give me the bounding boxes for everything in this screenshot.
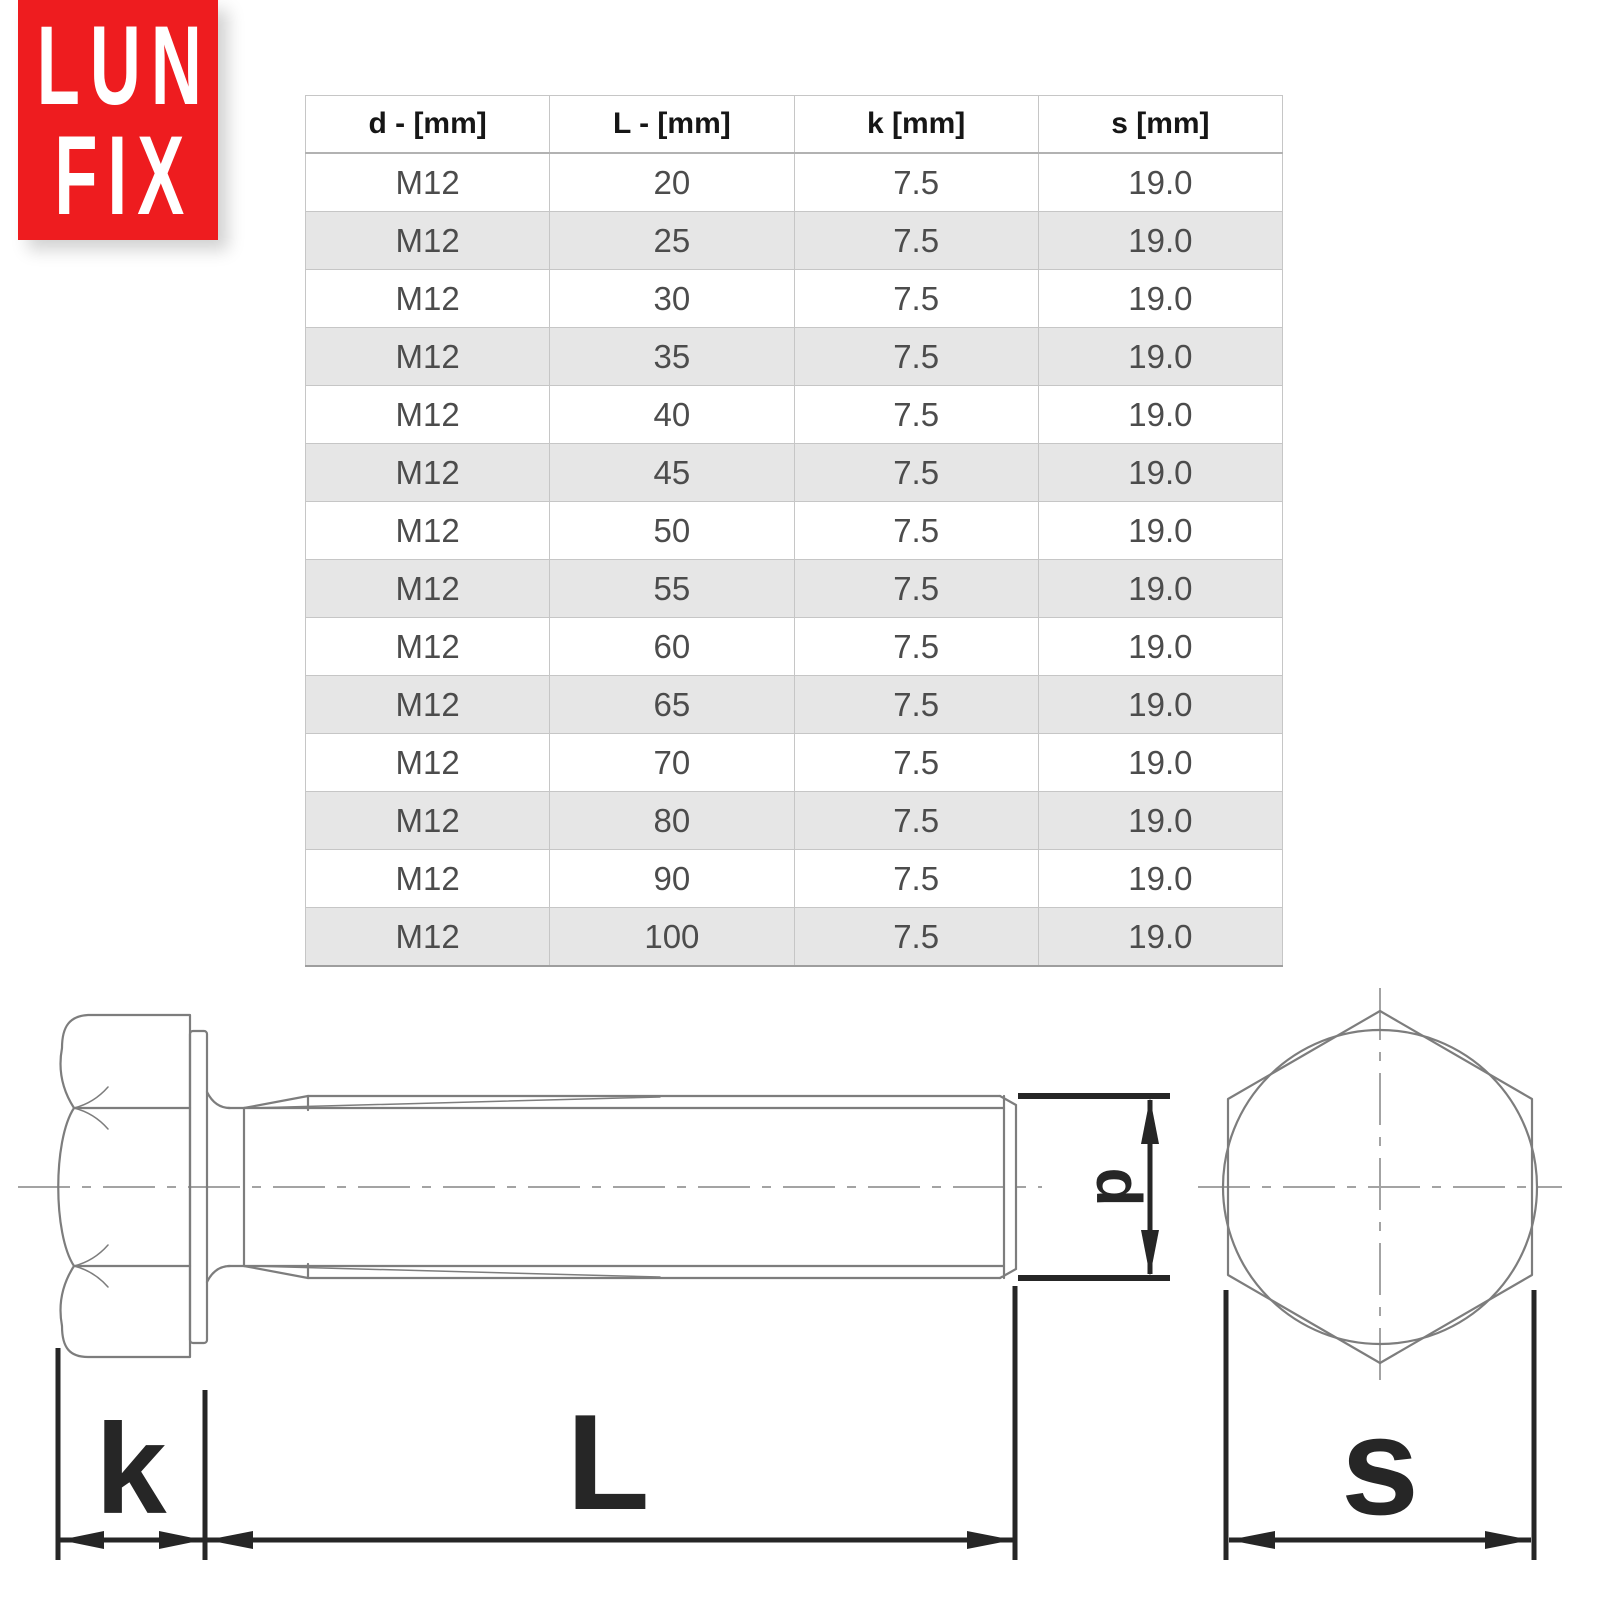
table-cell: 19.0 — [1038, 676, 1282, 734]
table-cell: 7.5 — [794, 444, 1038, 502]
table-cell: 19.0 — [1038, 792, 1282, 850]
table-cell: 50 — [550, 502, 794, 560]
table-cell: 65 — [550, 676, 794, 734]
table-cell: M12 — [306, 676, 550, 734]
table-cell: M12 — [306, 270, 550, 328]
table-cell: 7.5 — [794, 560, 1038, 618]
table-cell: 35 — [550, 328, 794, 386]
table-cell: M12 — [306, 618, 550, 676]
table-cell: 19.0 — [1038, 444, 1282, 502]
table-cell: 70 — [550, 734, 794, 792]
table-cell: M12 — [306, 734, 550, 792]
L-dimension-label: L — [566, 1386, 650, 1538]
table-cell: 7.5 — [794, 502, 1038, 560]
table-cell: 55 — [550, 560, 794, 618]
table-cell: 19.0 — [1038, 212, 1282, 270]
table-cell: M12 — [306, 153, 550, 212]
table-cell: M12 — [306, 502, 550, 560]
d-arrowhead-bottom — [1141, 1230, 1159, 1276]
logo-text-line2: FIX — [53, 112, 195, 238]
table-cell: 19.0 — [1038, 850, 1282, 908]
column-header: d - [mm] — [306, 96, 550, 154]
table-cell: 60 — [550, 618, 794, 676]
table-cell: 7.5 — [794, 153, 1038, 212]
table-cell: 19.0 — [1038, 270, 1282, 328]
table-cell: 7.5 — [794, 850, 1038, 908]
table-cell: 20 — [550, 153, 794, 212]
table-cell: M12 — [306, 792, 550, 850]
table-cell: 7.5 — [794, 212, 1038, 270]
table-cell: 19.0 — [1038, 502, 1282, 560]
table-cell: 7.5 — [794, 676, 1038, 734]
s-arrowhead-left — [1229, 1531, 1275, 1549]
table-cell: 25 — [550, 212, 794, 270]
logo-text-line1: LUN — [36, 2, 212, 128]
table-cell: M12 — [306, 328, 550, 386]
table-cell: 7.5 — [794, 270, 1038, 328]
table-cell: 19.0 — [1038, 386, 1282, 444]
L-arrowhead-left — [207, 1531, 253, 1549]
column-header: s [mm] — [1038, 96, 1282, 154]
k-dimension-label: k — [95, 1398, 167, 1541]
s-dimension-label: s — [1341, 1387, 1419, 1544]
column-header: k [mm] — [794, 96, 1038, 154]
table-cell: M12 — [306, 850, 550, 908]
table-cell: M12 — [306, 908, 550, 967]
table-cell: M12 — [306, 212, 550, 270]
table-cell: 19.0 — [1038, 560, 1282, 618]
L-arrowhead-right — [967, 1531, 1013, 1549]
table-cell: 7.5 — [794, 908, 1038, 967]
table-cell: 90 — [550, 850, 794, 908]
d-dimension-label: d — [1083, 1167, 1155, 1207]
table-cell: 7.5 — [794, 792, 1038, 850]
table-cell: M12 — [306, 386, 550, 444]
table-cell: 30 — [550, 270, 794, 328]
s-arrowhead-right — [1485, 1531, 1531, 1549]
table-cell: 19.0 — [1038, 328, 1282, 386]
table-cell: M12 — [306, 444, 550, 502]
d-arrowhead-top — [1141, 1098, 1159, 1144]
table-cell: 40 — [550, 386, 794, 444]
table-cell: 19.0 — [1038, 908, 1282, 967]
table-cell: 7.5 — [794, 618, 1038, 676]
table-cell: 7.5 — [794, 734, 1038, 792]
column-header: L - [mm] — [550, 96, 794, 154]
table-cell: 100 — [550, 908, 794, 967]
table-cell: 7.5 — [794, 328, 1038, 386]
bolt-side-view — [18, 1015, 1042, 1357]
table-cell: 80 — [550, 792, 794, 850]
table-cell: 19.0 — [1038, 734, 1282, 792]
table-cell: 45 — [550, 444, 794, 502]
bolt-head-front-view — [1198, 988, 1562, 1392]
table-cell: 19.0 — [1038, 153, 1282, 212]
table-cell: 7.5 — [794, 386, 1038, 444]
table-cell: 19.0 — [1038, 618, 1282, 676]
table-cell: M12 — [306, 560, 550, 618]
